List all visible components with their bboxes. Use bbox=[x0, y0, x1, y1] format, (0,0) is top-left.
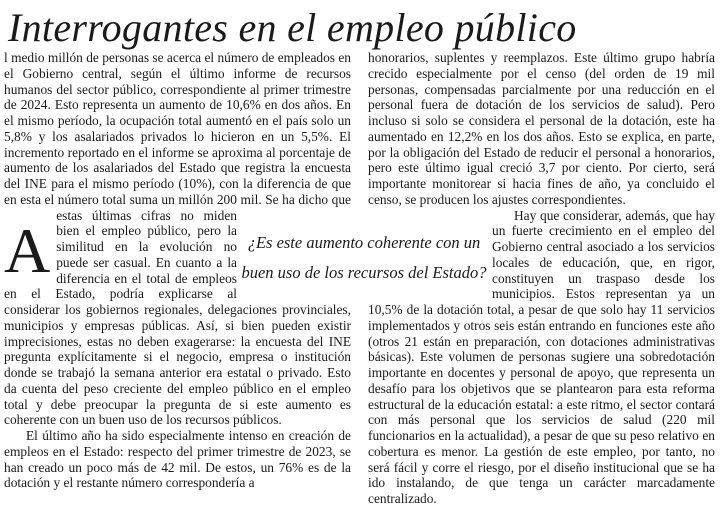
article-paragraph-text: l medio millón de personas se acerca el número de empleados en el Gobierno central, según el último informe de recursos humanos del sector público, correspondiente al primer trimestre de 2024. Esto representa un aumento de 10,6% en dos años. En el mismo período, la ocupación total aumentó en el país solo un 5,8% y los asalariados privados lo hicieron en un 5,5%. El incremento reportado en el informe se aproxima al porcentaje de aumento de los asalariados del Estado que registra la encuesta del INE para el mismo período (10%), con la diferencia de que en esta el número total suma un millón 200 mil. Se ha dicho que estas últimas cifras no miden bien el empleo público, pero la similitud en la evolución no puede ser casual. En cuanto a la diferencia en el total de empleos en el Estado, podría explicarse al considerar los gobiernos regionales, delegaciones provinciales, municipios y empresas públicas. Así, si bien pueden existir imprecisiones, estas no deben exagerarse: la encuesta del INE pregunta explícitamente si el negocio, empresa o institución donde se trabajó la semana anterior era estatal o privado. Esto da cuenta del peso creciente del empleo público en el empleo total y debe preocupar la pregunta de si este aumento es coherente con un buen uso de los recursos públicos. bbox=[4, 50, 351, 428]
pullquote: ¿Es este aumento coherente con un buen uso de los recursos del Estado? bbox=[238, 228, 490, 288]
article-paragraph: honorarios, suplentes y reemplazos. Este último grupo habría crecido especialmente por el censo (del orden de 19 mil personas, compensadas parcialmente por una reducción en el personal fuera de dotación de los servicios de salud). Pero incluso si solo se considera el personal de la dotación, este ha aumentado en 12,2% en los dos años. Esto se explica, en parte, por la obligación del Estado de reducir el personal a honorarios, pero este último igual creció 3,7 por ciento. Por cierto, será importante monitorear si hacia fines de año, ya concluido el censo, se producen los ajustes correspondientes. bbox=[368, 50, 715, 207]
headline: Interrogantes en el empleo público bbox=[8, 5, 577, 50]
drop-cap: A bbox=[4, 215, 51, 286]
article-paragraph: El último año ha sido especialmente intenso en creación de empleos en el Estado: respecto del primer trimestre de 2023, se han creado un poco más de 42 mil. De estos, un 76% es de la dotación y el restante número correspondería a bbox=[4, 428, 351, 491]
article-paragraph: Hay que considerar, además, que hay un fuerte crecimiento en el empleo del Gobierno central asociado a los servicios locales de educación, que, en rigor, constituyen un traspaso desde los municipios. Estos representan ya un 10,5% de la dotación total, a pesar de que solo hay 11 servicios implementados y otros seis están entrando en funciones este año (otros 21 están en preparación, con dotaciones administrativas básicas). Este volumen de personas sugiere una sobredotación importante en docentes y personal de apoyo, que representa un desafío para los objetivos que se plantearon para esta reforma estructural de la educación estatal: a este ritmo, el sector contará con más personal que los servicios de salud (220 mil funcionarios en la actualidad), a pesar de que su peso relativo en cobertura es menor. La gestión de este empleo, por tanto, no será fácil y corre el riesgo, por el diseño institucional que se ha ido instalando, de que tenga un carácter marcadamente centralizado. bbox=[368, 207, 715, 506]
